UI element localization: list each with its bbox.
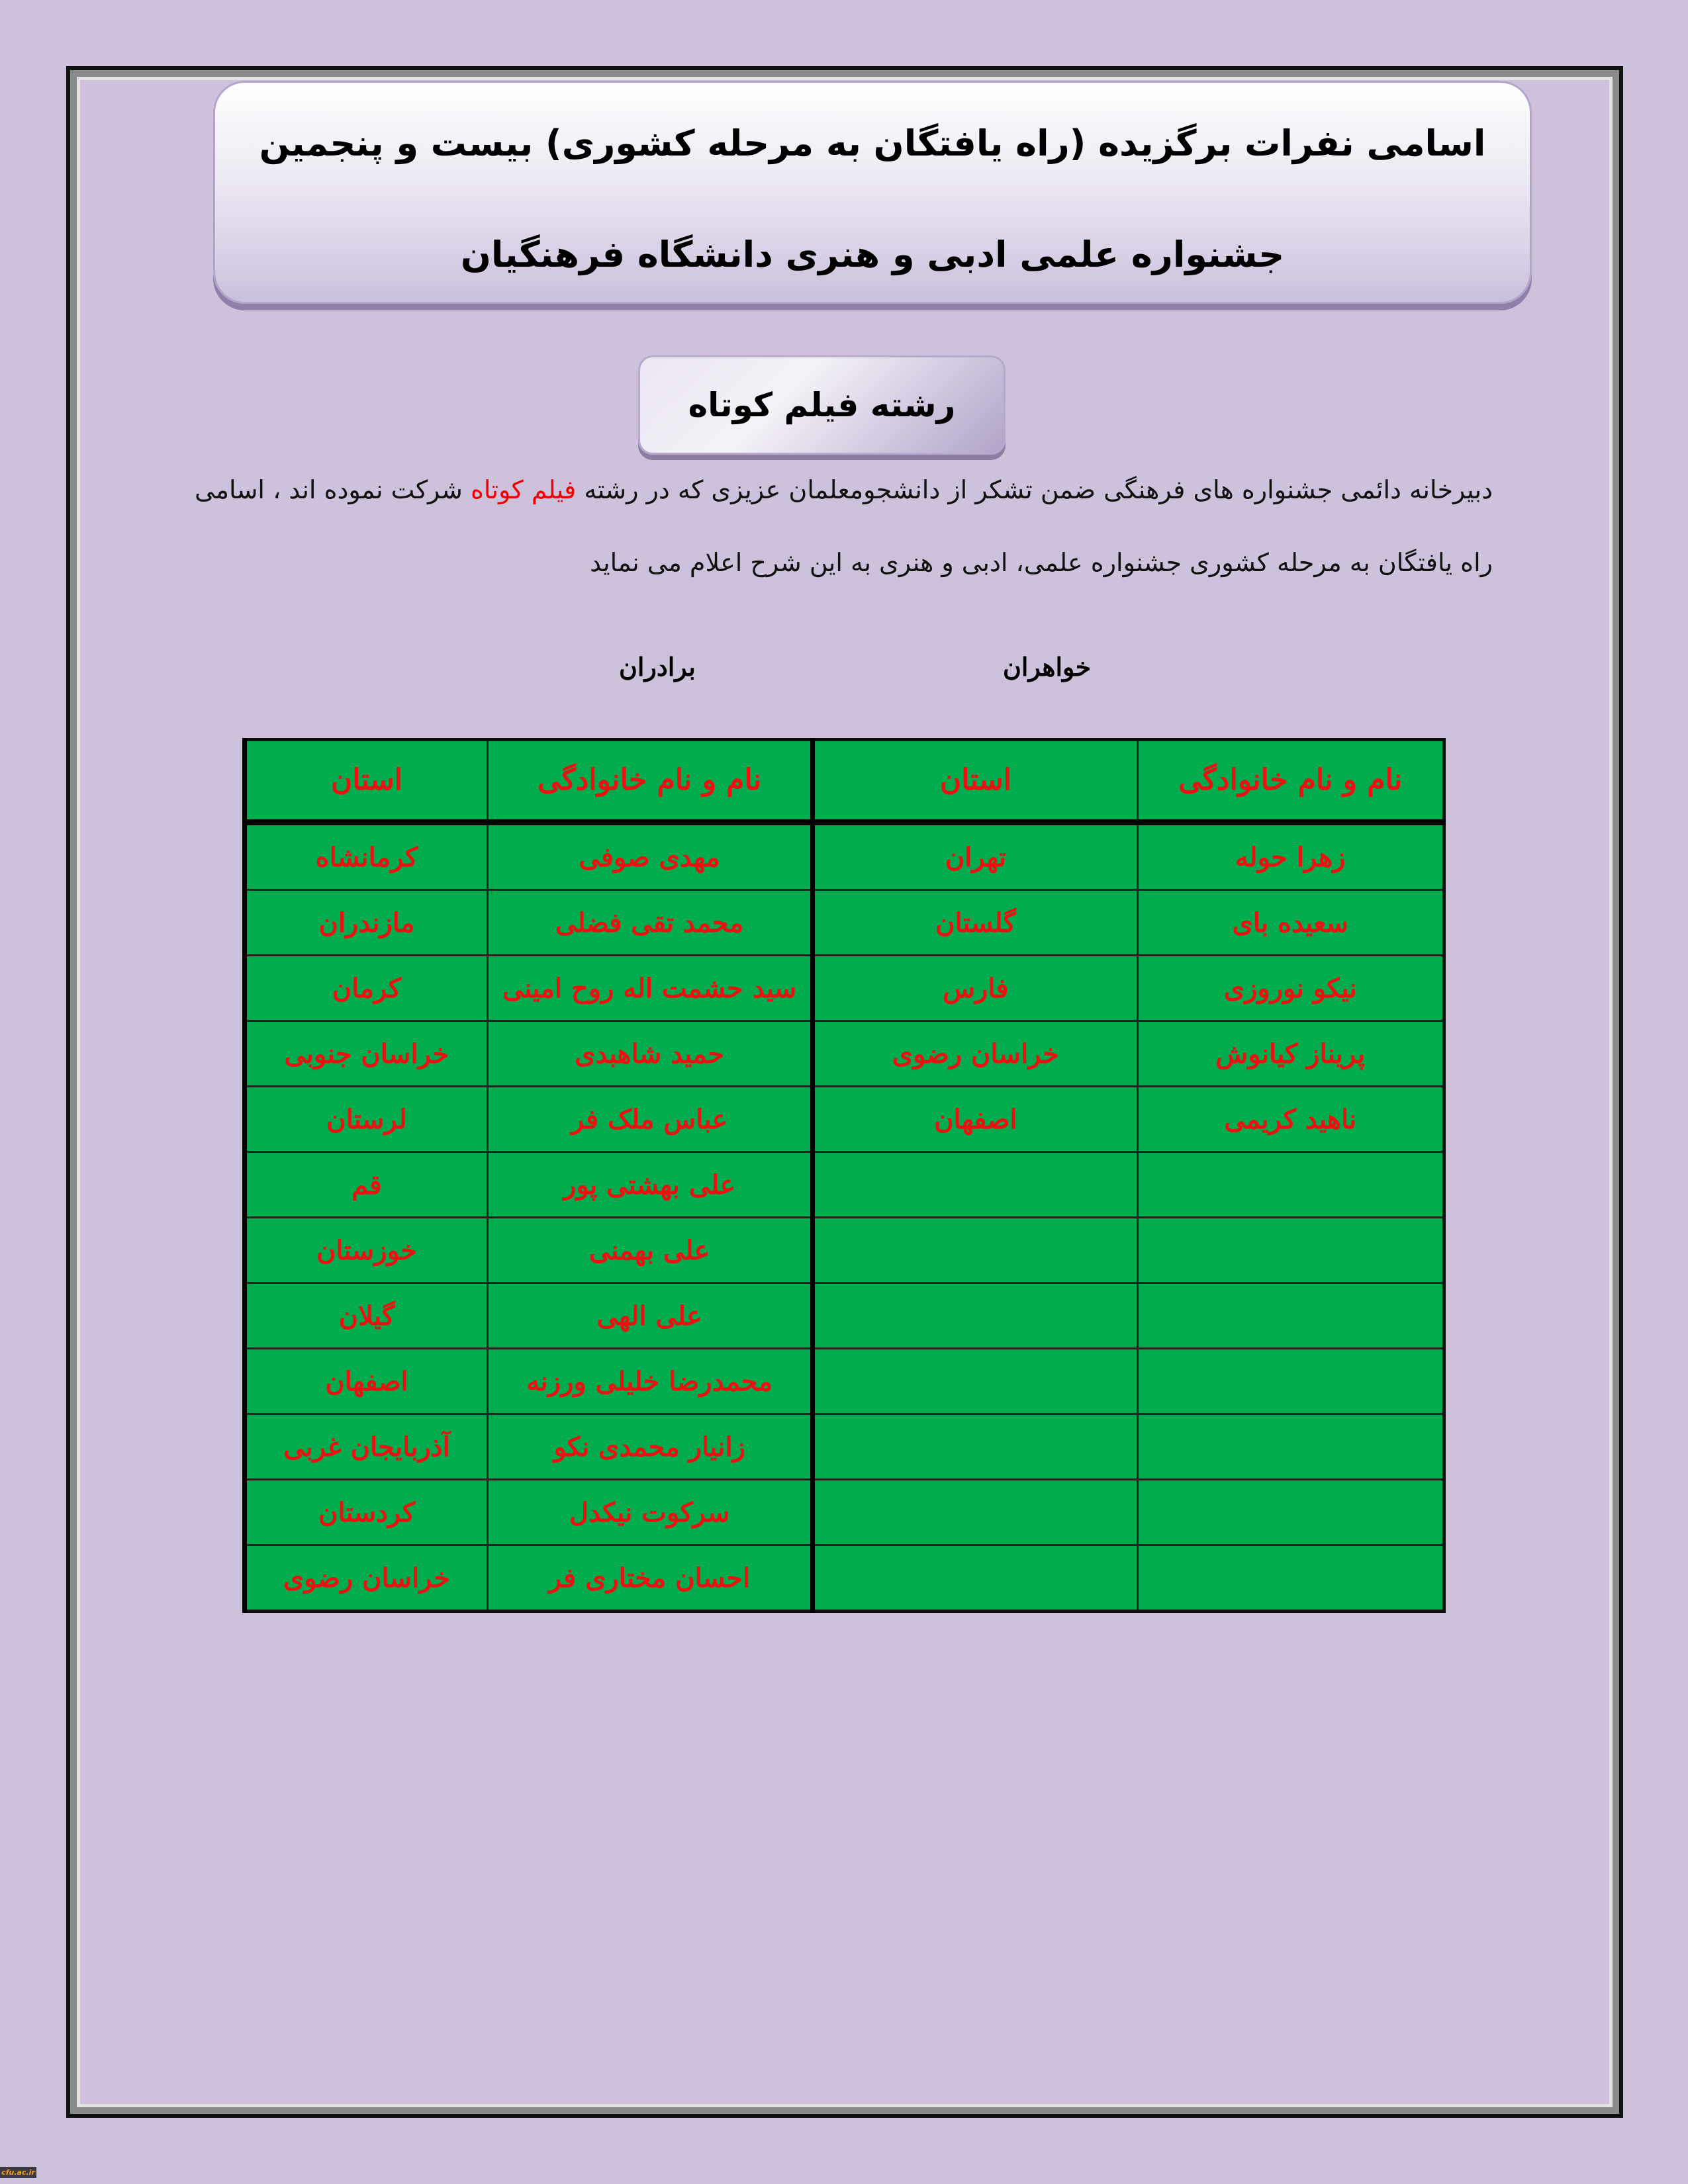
cell-brother-province: لرستان bbox=[245, 1087, 488, 1152]
cell-sister-name bbox=[1137, 1414, 1444, 1480]
cell-sister-province: خراسان رضوی bbox=[813, 1021, 1137, 1087]
cell-sister-name: زهرا حوله bbox=[1137, 823, 1444, 890]
cell-brother-name: حمید شاهبدی bbox=[487, 1021, 812, 1087]
title-line-2: جشنواره علمی ادبی و هنری دانشگاه فرهنگیان bbox=[460, 234, 1285, 275]
cell-sister-province: تهران bbox=[813, 823, 1137, 890]
cell-sister-name bbox=[1137, 1283, 1444, 1349]
intro-line-1 bbox=[194, 475, 1493, 504]
header-brother-name: نام و نام خانوادگی bbox=[487, 740, 812, 823]
cell-sister-name bbox=[1137, 1152, 1444, 1218]
group-brothers-label: برادران bbox=[619, 652, 696, 682]
cell-sister-name bbox=[1137, 1545, 1444, 1612]
cell-brother-province: اصفهان bbox=[245, 1349, 488, 1414]
cell-brother-name: سید حشمت اله روح امینی bbox=[487, 956, 812, 1021]
cell-brother-name: عباس ملک فر bbox=[487, 1087, 812, 1152]
table-row bbox=[245, 823, 1444, 890]
cell-sister-province: فارس bbox=[813, 956, 1137, 1021]
cell-sister-province bbox=[813, 1218, 1137, 1283]
table-header-row bbox=[245, 740, 1444, 823]
table-row bbox=[245, 890, 1444, 956]
title-banner bbox=[213, 81, 1532, 304]
cell-brother-name: سرکوت نیکدل bbox=[487, 1480, 812, 1545]
table-row bbox=[245, 1349, 1444, 1414]
cell-sister-province: اصفهان bbox=[813, 1087, 1137, 1152]
header-sister-province: استان bbox=[813, 740, 1137, 823]
cell-brother-province: قم bbox=[245, 1152, 488, 1218]
cell-brother-name: مهدی صوفی bbox=[487, 823, 812, 890]
title-line-1: اسامی نفرات برگزیده (راه یافتگان به مرحله کشوری) بیست و پنجمین bbox=[259, 122, 1486, 164]
cell-brother-province: آذربایجان غربی bbox=[245, 1414, 488, 1480]
cell-brother-province: خراسان رضوی bbox=[245, 1545, 488, 1612]
table-row bbox=[245, 1545, 1444, 1612]
cell-sister-province bbox=[813, 1152, 1137, 1218]
table-row bbox=[245, 1152, 1444, 1218]
intro-highlight: فیلم کوتاه bbox=[470, 475, 577, 504]
table-row bbox=[245, 1087, 1444, 1152]
cell-brother-province: کردستان bbox=[245, 1480, 488, 1545]
header-brother-province: استان bbox=[245, 740, 488, 823]
cell-sister-province bbox=[813, 1283, 1137, 1349]
cell-sister-province bbox=[813, 1545, 1137, 1612]
cell-brother-name: محمدرضا خلیلی ورزنه bbox=[487, 1349, 812, 1414]
cell-sister-name: پریناز کیانوش bbox=[1137, 1021, 1444, 1087]
cell-brother-name: محمد تقی فضلی bbox=[487, 890, 812, 956]
cell-sister-name: نیکو نوروزی bbox=[1137, 956, 1444, 1021]
cell-brother-name: علی بهمنی bbox=[487, 1218, 812, 1283]
table-row bbox=[245, 1021, 1444, 1087]
winners-table bbox=[242, 738, 1446, 1613]
cell-brother-name: احسان مختاری فر bbox=[487, 1545, 812, 1612]
intro-text-end: شرکت نموده اند ، اسامی bbox=[194, 475, 471, 504]
category-banner: رشته فیلم کوتاه bbox=[638, 355, 1006, 455]
cell-sister-province bbox=[813, 1349, 1137, 1414]
cell-sister-name: ناهید کریمی bbox=[1137, 1087, 1444, 1152]
cell-sister-province: گلستان bbox=[813, 890, 1137, 956]
table-row bbox=[245, 1218, 1444, 1283]
cell-brother-name: علی الهی bbox=[487, 1283, 812, 1349]
site-logo: cfu.ac.ir bbox=[0, 2167, 36, 2178]
cell-brother-province: کرمان bbox=[245, 956, 488, 1021]
cell-sister-province bbox=[813, 1414, 1137, 1480]
table-row bbox=[245, 1283, 1444, 1349]
cell-brother-province: مازندران bbox=[245, 890, 488, 956]
table-row bbox=[245, 1414, 1444, 1480]
cell-sister-name: سعیده بای bbox=[1137, 890, 1444, 956]
cell-brother-province: گیلان bbox=[245, 1283, 488, 1349]
header-sister-name: نام و نام خانوادگی bbox=[1137, 740, 1444, 823]
group-sisters-label: خواهران bbox=[1003, 652, 1092, 682]
cell-brother-name: زانیار محمدی نکو bbox=[487, 1414, 812, 1480]
table-row bbox=[245, 956, 1444, 1021]
cell-sister-name bbox=[1137, 1218, 1444, 1283]
cell-brother-province: خوزستان bbox=[245, 1218, 488, 1283]
table-row bbox=[245, 1480, 1444, 1545]
cell-brother-province: خراسان جنوبی bbox=[245, 1021, 488, 1087]
intro-text: دبیرخانه دائمی جشنواره های فرهنگی ضمن تشکر از دانشجومعلمان عزیزی که در رشته bbox=[576, 475, 1493, 504]
cell-sister-name bbox=[1137, 1480, 1444, 1545]
cell-brother-province: کرمانشاه bbox=[245, 823, 488, 890]
cell-brother-name: علی بهشتی پور bbox=[487, 1152, 812, 1218]
cell-sister-province bbox=[813, 1480, 1137, 1545]
cell-sister-name bbox=[1137, 1349, 1444, 1414]
intro-line-2: راه یافتگان به مرحله کشوری جشنواره علمی، ادبی و هنری به این شرح اعلام می نماید bbox=[590, 548, 1493, 577]
